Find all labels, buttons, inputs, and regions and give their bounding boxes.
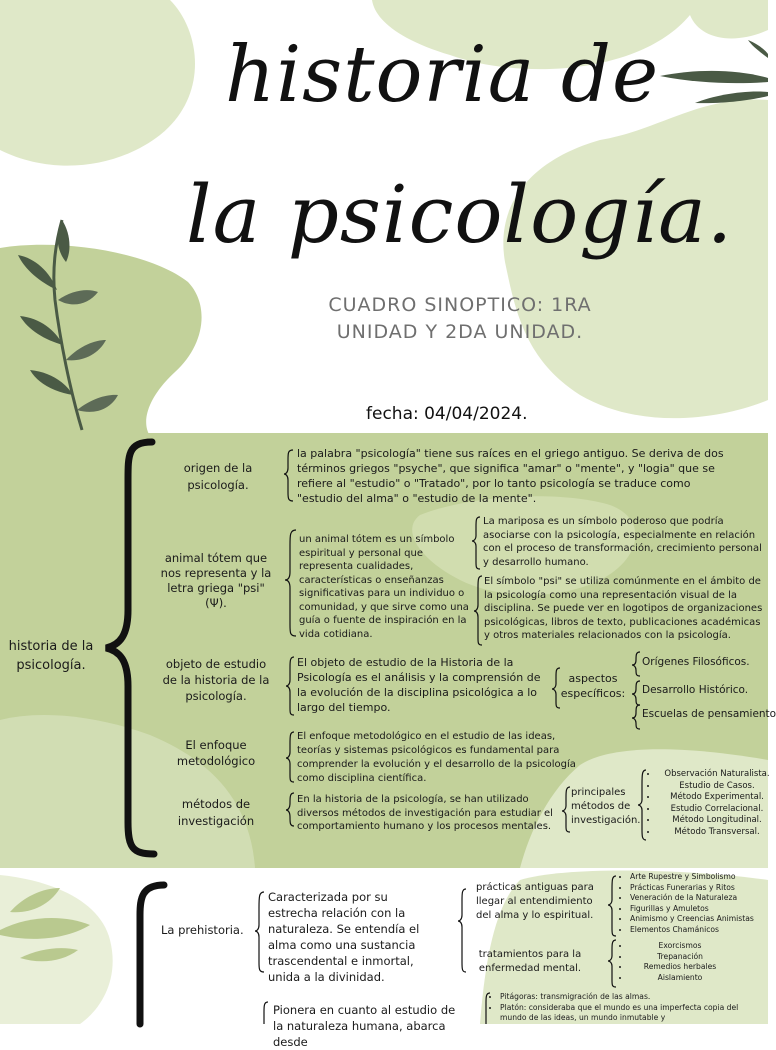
- prehistoria-text: Caracterizada por su estrecha relación con la naturaleza. Se entendía el alma como una sustancia trascendental e inmortal, unida a la divinidad.: [268, 890, 420, 984]
- practica-item: • Arte Rupestre y Simbolismo: [630, 872, 770, 883]
- principales-label: principales métodos de investigación.: [571, 787, 641, 826]
- tratamiento-item: • Exorcismos: [630, 941, 730, 952]
- tratamiento-item: • Aislamiento: [630, 973, 730, 984]
- grecia-item: • Platón: consideraba que el mundo es una imperfecta copia del mundo de las ideas, un mundo inmutable y: [500, 1003, 750, 1024]
- totem-sub1: La mariposa es un símbolo poderoso que podría asociarse con la psicología, especialmente en relación con el proceso de transformación, crecimiento personal y desarrollo humano.: [483, 516, 762, 568]
- enfoque-text: El enfoque metodológico en el estudio de las ideas, teorías y sistemas psicológicos es fundamental para comprender la evolución y el desarrollo de la psicología como disciplina científica.: [297, 731, 576, 784]
- origen-label: origen de la psicología.: [183, 461, 253, 492]
- metodo-item: • Método Transversal.: [658, 827, 776, 839]
- root-label: historia de la psicología.: [8, 639, 94, 673]
- tratamientos-list: [620, 941, 730, 983]
- practica-item: • Prácticas Funerarias y Ritos: [630, 883, 770, 894]
- metodo-item: • Estudio Correlacional.: [658, 804, 776, 816]
- tratamiento-item: • Trepanación: [630, 952, 730, 963]
- objeto-label: objeto de estudio de la historia de la psicología.: [162, 657, 270, 703]
- leaves-top-right-icon: [660, 40, 768, 103]
- tratamiento-item: • Remedios herbales: [630, 962, 730, 973]
- practica-item: • Veneración de la Naturaleza: [630, 893, 770, 904]
- tratamientos-label: tratamientos para la enfermedad mental.: [478, 949, 582, 974]
- title-line2: la psicología.: [186, 168, 734, 261]
- enfoque-label: El enfoque metodológico: [176, 738, 256, 768]
- aspectos-label: aspectos específicos:: [560, 672, 626, 700]
- aspecto-2: Desarrollo Histórico.: [642, 684, 749, 696]
- title-line1: historia de: [225, 30, 660, 120]
- metodos-list: [648, 769, 776, 838]
- objeto-text: El objeto de estudio de la Historia de la Psicología es el análisis y la comprensión de la evolución de la disciplina psicológica a lo largo del tiempo.: [297, 656, 541, 714]
- subtitle: CUADRO SINOPTICO: 1RA UNIDAD Y 2DA UNIDAD.: [328, 294, 592, 343]
- grecia-item: • Pitágoras: transmigración de las almas.: [500, 992, 750, 1003]
- fecha: fecha: 04/04/2024.: [366, 404, 528, 424]
- metodo-item: • Estudio de Casos.: [658, 781, 776, 793]
- metodos-text: En la historia de la psicología, se han utilizado diversos métodos de investigación para estudiar el comportamiento humano y los procesos mentales.: [297, 794, 553, 832]
- brace-section2: [140, 885, 164, 1024]
- totem-label: animal tótem que nos representa y la letra griega "psi" (Ψ).: [160, 551, 272, 610]
- totem-sub2: El símbolo "psi" se utiliza comúnmente en el ámbito de la psicología como una representación visual de la disciplina. Se puede ver en logotipos de organizaciones psicológicas, libros de texto, publicaciones académicas y otros materiales relacionados con la psicología.: [484, 576, 763, 641]
- grecia-text: Pionera en cuanto al estudio de la naturaleza humana, abarca desde: [273, 1003, 456, 1049]
- blob-top-left: [0, 0, 195, 166]
- practica-item: • Animismo y Creencias Animistas: [630, 914, 770, 925]
- metodo-item: • Observación Naturalista.: [658, 769, 776, 781]
- aspecto-3: Escuelas de pensamiento: [642, 708, 776, 720]
- metodos-label: métodos de investigación: [177, 797, 255, 828]
- practicas-list: [620, 872, 770, 936]
- aspecto-1: Orígenes Filosóficos.: [642, 656, 750, 668]
- grecia-list: [490, 992, 750, 1024]
- totem-text: un animal tótem es un símbolo espiritual y personal que representa cualidades, características o enseñanzas significativas para un individuo o comunidad, y que sirve como una guía o fuente de inspiración en la vida cotidiana.: [299, 534, 469, 640]
- origen-text: la palabra "psicología" tiene sus raíces en el griego antiguo. Se deriva de dos términos griegos "psyche", que significa "amar" o "mente", y "logia" que se refiere al "estudio" o "Tratado", por lo tanto psicología se traduce como "estudio del alma" o "estudio de la mente".: [297, 447, 724, 505]
- practicas-label: prácticas antiguas para llegar al entendimiento del alma y lo espiritual.: [476, 882, 594, 921]
- prehistoria-label: La prehistoria.: [161, 923, 244, 937]
- practica-item: • Elementos Chamánicos: [630, 925, 770, 936]
- practica-item: • Figurillas y Amuletos: [630, 904, 770, 915]
- metodo-item: • Método Longitudinal.: [658, 815, 776, 827]
- metodo-item: • Método Experimental.: [658, 792, 776, 804]
